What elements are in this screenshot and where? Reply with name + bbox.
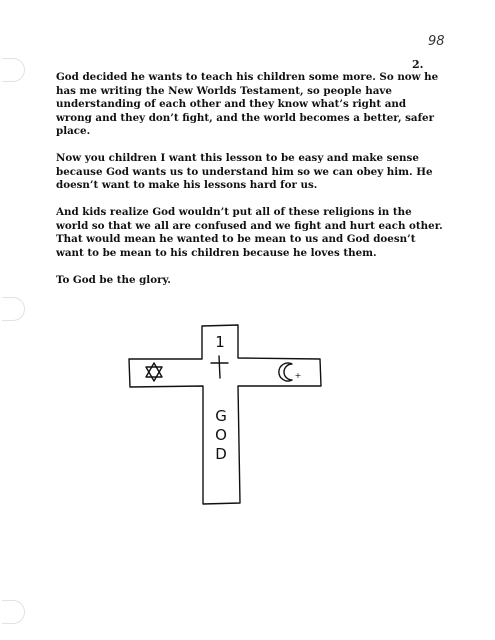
paragraph: Now you children I want this lesson to be easy and make sense because God wants us to understand him so we can obey him. He doesn’t want to make his lessons hard for us. (56, 152, 433, 191)
paragraph: To God be the glory. (56, 273, 171, 286)
center-cross-vertical (219, 356, 220, 378)
cross-drawing (120, 318, 340, 513)
binder-hole (2, 297, 25, 321)
god-letter: D (215, 445, 227, 463)
paragraph: And kids realize God wouldn’t put all of these religions in the world so that we all are confused and we fight and hurt each other. That would mean he wanted to be mean to us and God doesn’t want to be mean to his children because he loves them. (56, 206, 443, 259)
page-number: 2. (412, 58, 424, 71)
body-text (56, 71, 444, 301)
handwritten-page-number: 98 (428, 34, 445, 49)
god-letter: O (215, 426, 227, 444)
star-of-david-icon (146, 363, 162, 381)
top-label: 1 (215, 333, 225, 351)
binder-hole (2, 58, 25, 82)
crescent-icon (279, 363, 292, 381)
paragraph: God decided he wants to teach his children some more. So now he has me writing the New Worlds Testament, so people have understanding of each other and they know what’s right and wrong and they don’t fight, and the world becomes a better, safer place. (56, 71, 439, 137)
binder-hole (2, 600, 25, 624)
crescent-star: + (294, 371, 302, 380)
god-letter: G (215, 407, 227, 425)
